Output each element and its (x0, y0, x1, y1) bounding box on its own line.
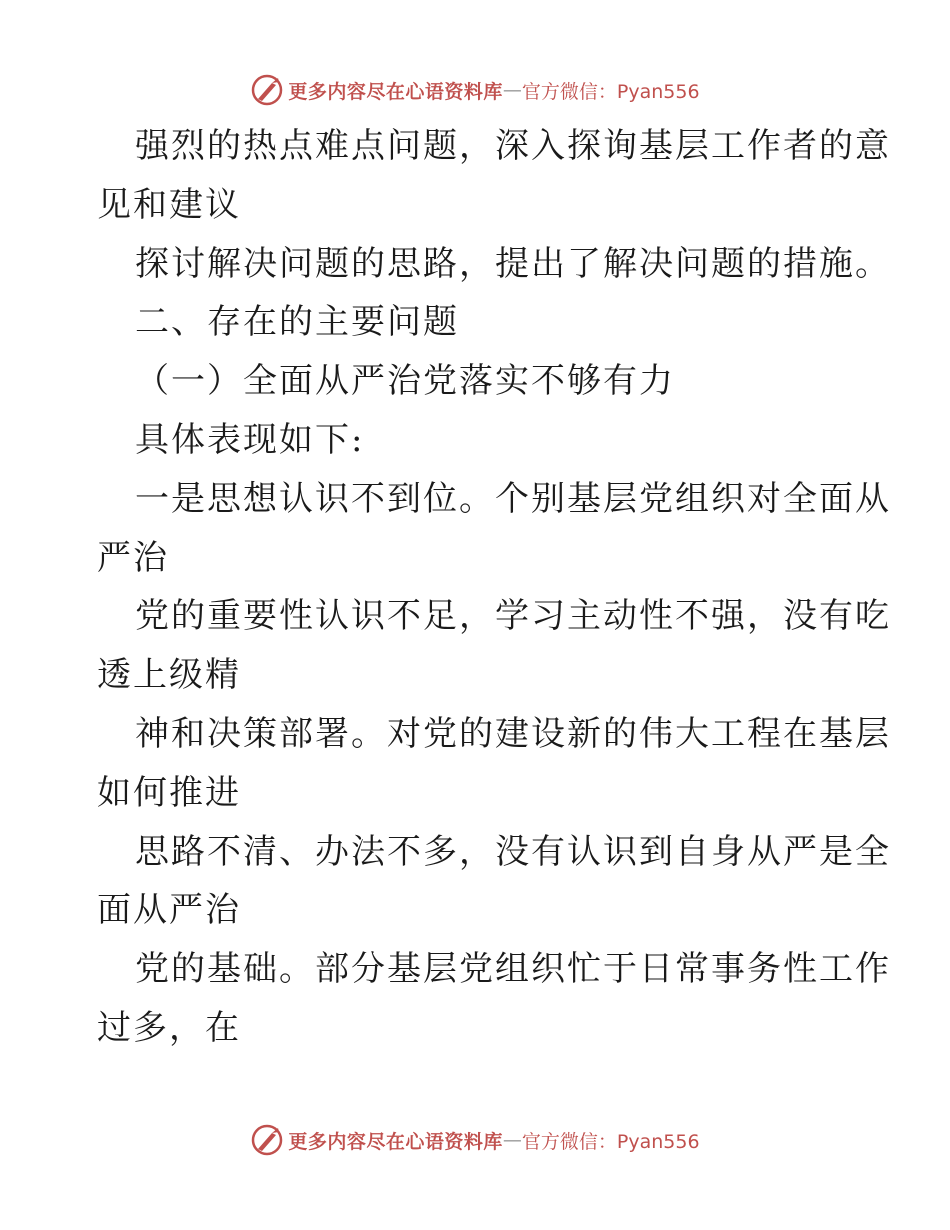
paragraph-line: 思路不清、办法不多，没有认识到自身从严是全 (135, 831, 891, 872)
watermark-dash: — (502, 1129, 522, 1151)
watermark-contact: 官方微信：Pyan556 (521, 1130, 700, 1153)
paragraph-line: 过多，在 (97, 1007, 241, 1048)
paragraph-line: 强烈的热点难点问题，深入探询基层工作者的意 (135, 126, 891, 166)
paragraph-line: 神和决策部署。对党的建设新的伟大工程在基层 (135, 713, 891, 754)
paragraph-line: 见和建议 (97, 184, 241, 225)
paragraph-line: 如何推进 (97, 772, 241, 813)
paragraph-line: 探讨解决问题的思路，提出了解决问题的措施。 (135, 243, 891, 284)
paragraph-line: 透上级精 (97, 655, 241, 696)
paragraph-line: 具体表现如下: (135, 419, 365, 460)
quill-pen-logo-icon (250, 1123, 284, 1157)
watermark-contact: 官方微信：Pyan556 (521, 80, 700, 103)
paragraph-line: 党的基础。部分基层党组织忙于日常事务性工作 (135, 949, 891, 990)
section-heading: 二、存在的主要问题 (135, 302, 459, 343)
paragraph-line: 面从严治 (97, 890, 241, 931)
paragraph-line: 一是思想认识不到位。个别基层党组织对全面从 (135, 478, 891, 519)
subsection-heading: （一）全面从严治党落实不够有力 (135, 361, 675, 402)
header-watermark (0, 70, 950, 110)
footer-watermark (0, 1120, 950, 1160)
quill-pen-logo-icon (250, 73, 284, 107)
watermark-main-text: 更多内容尽在心语资料库 (288, 80, 503, 103)
paragraph-line: 严治 (97, 537, 169, 578)
document-body (97, 117, 891, 1058)
watermark-main-text: 更多内容尽在心语资料库 (288, 1130, 503, 1153)
watermark-dash: — (502, 79, 522, 101)
paragraph-line: 党的重要性认识不足，学习主动性不强，没有吃 (135, 596, 891, 637)
